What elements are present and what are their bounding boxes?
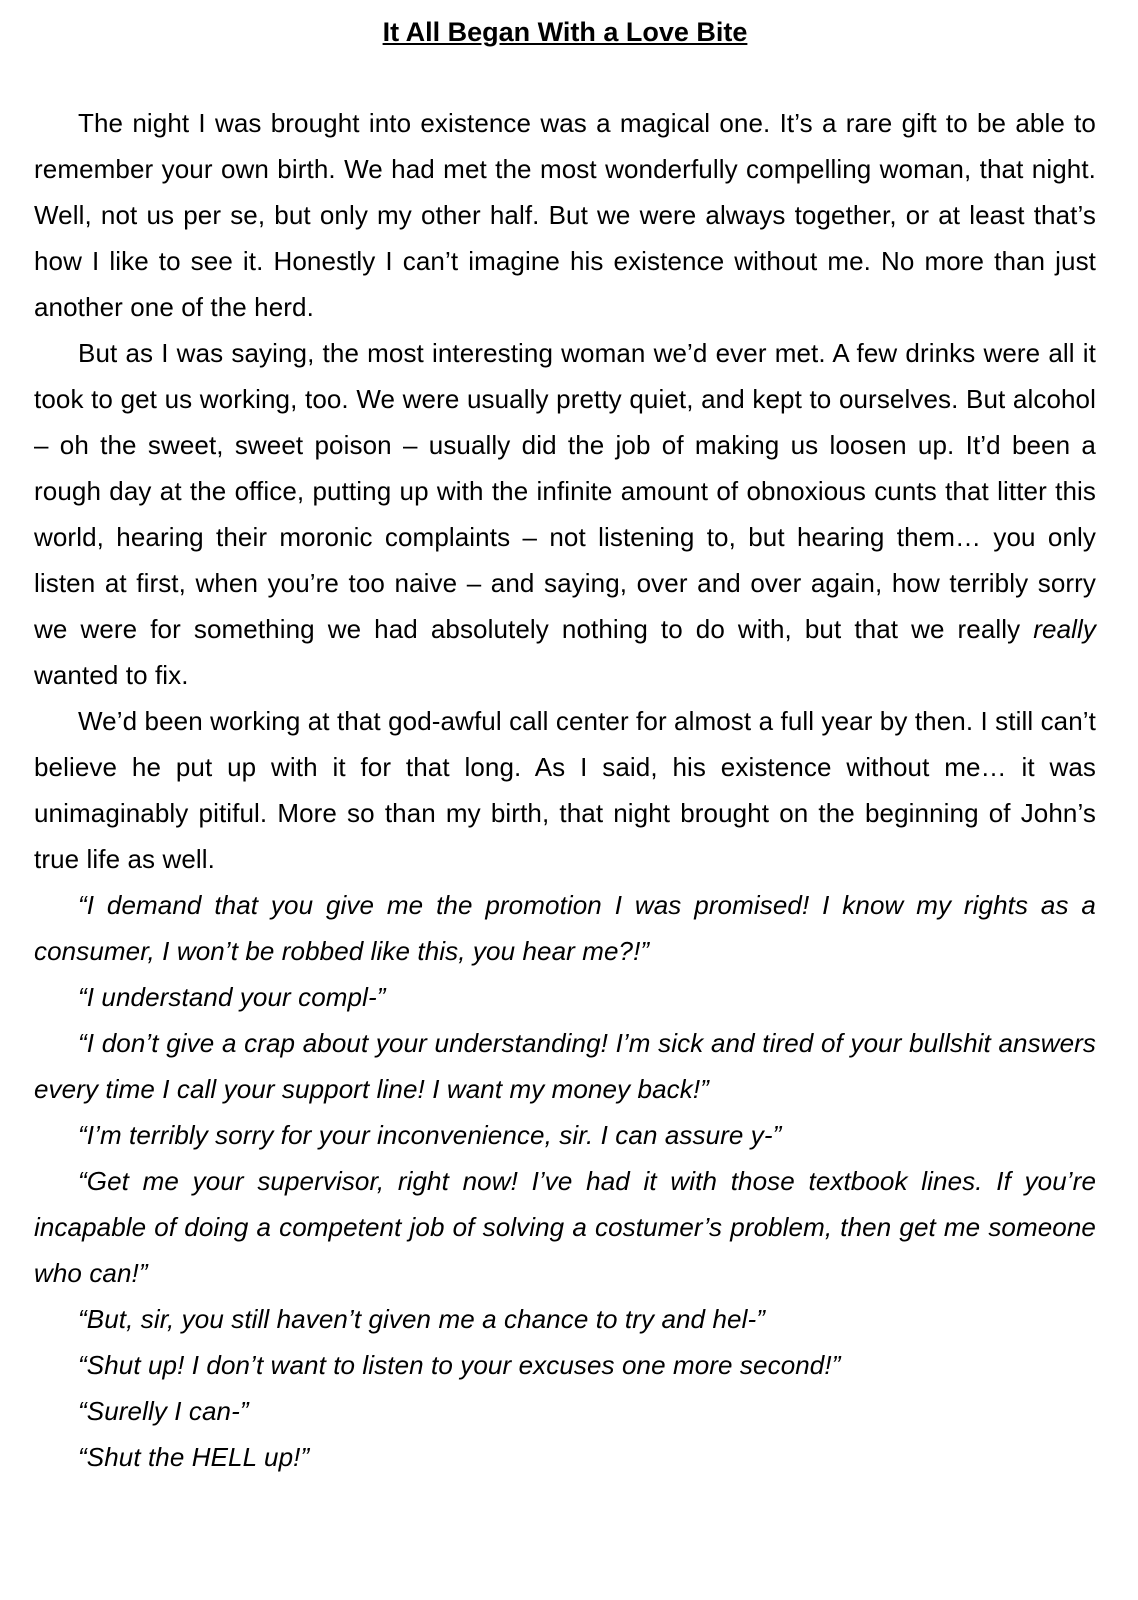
- paragraph-2-text-before: But as I was saying, the most interesting woman we’d ever met. A few drinks were all it took to get us working, too. We were usually pretty quiet, and kept to ourselves. But alcohol – oh the sweet, sweet poison – usually did the job of making us loosen up. It’d been a rough day at the office, putting up with the infinite amount of obnoxious cunts that litter this world, hearing their moronic complaints – not listening to, but hearing them… you only listen at first, when you’re too naive – and saying, over and over again, how terribly sorry we were for something we had absolutely nothing to do with, but that we really: [34, 338, 1096, 644]
- paragraph-2-text-after: wanted to fix.: [34, 660, 189, 690]
- dialogue-line: “I understand your compl-”: [78, 982, 386, 1012]
- dialogue-line: “I demand that you give me the promotion I was promised! I know my rights as a consumer, I won’t be robbed like this, you hear me?!”: [34, 890, 1096, 966]
- dialogue-line: “Shut the HELL up!”: [78, 1442, 310, 1472]
- document-title: It All Began With a Love Bite: [382, 17, 748, 47]
- dialogue-line: “But, sir, you still haven’t given me a chance to try and hel-”: [78, 1304, 765, 1334]
- paragraph-3: We’d been working at that god-awful call center for almost a full year by then. I still can’t believe he put up with it for that long. As I said, his existence without me… it was unimaginably pitiful. More so than my birth, that night brought on the beginning of John’s true life as well.: [34, 706, 1096, 874]
- paragraph-2: [34, 330, 1096, 698]
- document-body: [34, 100, 1096, 1480]
- dialogue-line: “Shut up! I don’t want to listen to your excuses one more second!”: [78, 1350, 841, 1380]
- document-page: [34, 10, 1096, 1480]
- dialogue-line: “I don’t give a crap about your understanding! I’m sick and tired of your bullshit answers every time I call your support line! I want my money back!”: [34, 1028, 1096, 1104]
- dialogue-line: “Surelly I can-”: [78, 1396, 249, 1426]
- dialogue-line: “I’m terribly sorry for your inconvenience, sir. I can assure y-”: [78, 1120, 782, 1150]
- paragraph-1: The night I was brought into existence was a magical one. It’s a rare gift to be able to remember your own birth. We had met the most wonderfully compelling woman, that night. Well, not us per se, but only my other half. But we were always together, or at least that’s how I like to see it. Honestly I can’t imagine his existence without me. No more than just another one of the herd.: [34, 108, 1096, 322]
- paragraph-2-emphasis: really: [1033, 614, 1096, 644]
- dialogue-line: “Get me your supervisor, right now! I’ve had it with those textbook lines. If you’re incapable of doing a competent job of solving a costumer’s problem, then get me someone who can!”: [34, 1166, 1096, 1288]
